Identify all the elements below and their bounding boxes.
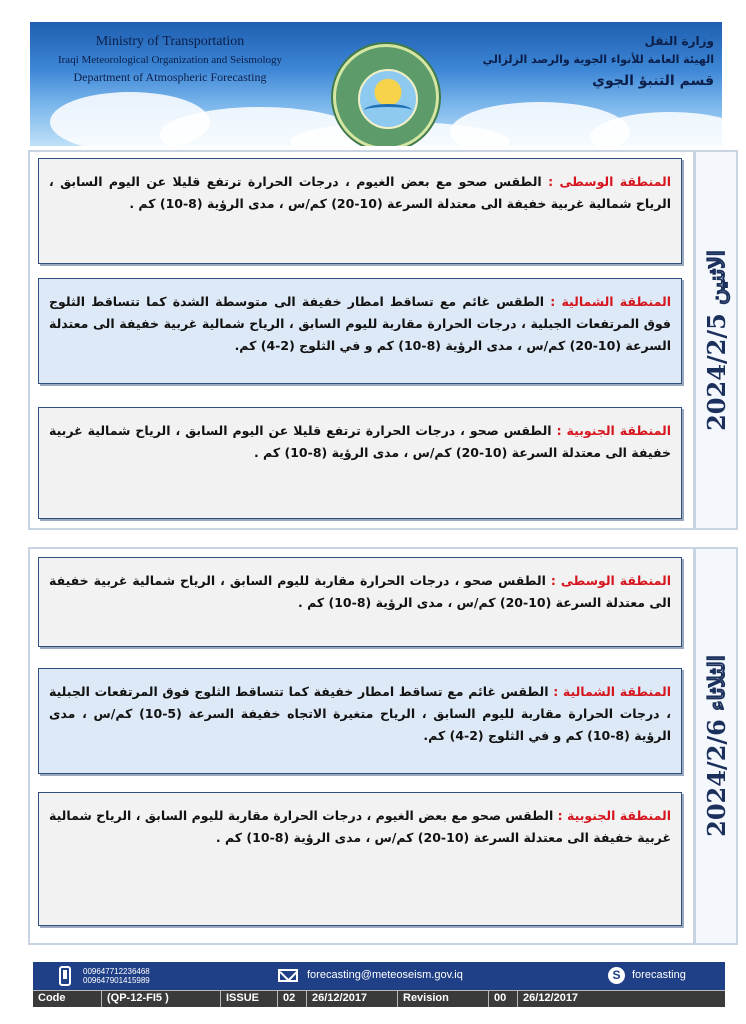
organization-name-ar: الهيئة العامة للأنواء الجوية والرصد الزلزالي bbox=[482, 53, 714, 66]
skype-id[interactable]: forecasting bbox=[632, 969, 686, 981]
day-side-strip bbox=[693, 152, 736, 528]
organization-seal-icon bbox=[333, 44, 439, 146]
revision-date: 26/12/2017 bbox=[523, 992, 579, 1004]
day-date: 2024/2/5 bbox=[701, 312, 731, 431]
forecast-box-central bbox=[38, 557, 682, 647]
revision-number: 00 bbox=[489, 991, 518, 1007]
forecast-text: الطقس صحو ، درجات الحرارة مقاربة لليوم السابق ، الرياح شمالية غربية خفيفة الى معتدلة السرعة (10-20) كم/س ، مدى الرؤية (8-10) كم . bbox=[49, 573, 671, 610]
ministry-name-en: Ministry of Transportation bbox=[95, 34, 245, 49]
forecast-box-southern bbox=[38, 407, 682, 519]
phone-numbers bbox=[83, 967, 150, 985]
region-label: المنطقة الجنوبية : bbox=[556, 423, 671, 438]
forecast-box-central bbox=[38, 158, 682, 264]
forecast-text: الطقس صحو مع بعض الغيوم ، درجات الحرارة ترتفع قليلا عن اليوم السابق ، الرياح شمالية غربية خفيفة الى معتدلة السرعة (10-20) كم/س ، مدى الرؤية (8-10) كم . bbox=[49, 174, 671, 211]
phone-icon bbox=[59, 966, 71, 986]
region-label: المنطقة الشمالية : bbox=[550, 294, 671, 309]
day-date-label bbox=[702, 250, 731, 431]
envelope-icon bbox=[278, 969, 298, 982]
day-side-strip bbox=[693, 549, 736, 943]
ministry-name-ar: وزارة النقل bbox=[644, 34, 714, 48]
issue-number: 02 bbox=[278, 991, 307, 1007]
document-control-row bbox=[33, 990, 725, 1007]
day-panel-1 bbox=[28, 150, 738, 530]
phone-number: 009647712236468 bbox=[83, 967, 150, 976]
header-arabic-title bbox=[464, 32, 714, 92]
region-label: المنطقة الشمالية : bbox=[553, 684, 671, 699]
revision-label: Revision bbox=[398, 991, 489, 1007]
day-date: 2024/2/6 bbox=[701, 719, 731, 837]
region-label: المنطقة الجنوبية : bbox=[557, 808, 671, 823]
department-name-ar: قسم التنبؤ الجوي bbox=[592, 73, 714, 89]
forecast-text: الطقس صحو مع بعض الغيوم ، درجات الحرارة مقاربة لليوم السابق ، الرياح شمالية غربية خفيفة الى معتدلة السرعة (10-20) كم/س ، مدى الرؤية (8-10) كم . bbox=[49, 808, 671, 845]
forecast-text: الطقس غائم مع تساقط امطار خفيفة الى متوسطة الشدة كما تتساقط الثلوج فوق المرتفعات الجبلية ، درجات الحرارة مقاربة لليوم السابق ، الرياح شمالية غربية خفيفة الى معتدلة السرعة (10-20) كم/س ، مدى الرؤية (8-10) كم و في الثلوج (2-4) كم. bbox=[49, 294, 671, 353]
day-date-label bbox=[702, 655, 731, 837]
day-weekday: الاثنين bbox=[703, 249, 730, 305]
day-panel-2 bbox=[28, 547, 738, 945]
phone-number: 009647901415989 bbox=[83, 976, 150, 985]
region-label: المنطقة الوسطى : bbox=[548, 174, 671, 189]
department-name-en: Department of Atmospheric Forecasting bbox=[73, 70, 267, 84]
organization-name-en: Iraqi Meteorological Organization and Seismology bbox=[57, 54, 283, 66]
issue-label: ISSUE bbox=[221, 991, 278, 1007]
region-label: المنطقة الوسطى : bbox=[550, 573, 671, 588]
email-address[interactable]: forecasting@meteoseism.gov.iq bbox=[307, 969, 463, 981]
footer-bar bbox=[33, 962, 725, 1006]
forecast-text: الطقس صحو ، درجات الحرارة ترتفع قليلا عن اليوم السابق ، الرياح شمالية غربية خفيفة الى معتدلة السرعة (10-20) كم/س ، مدى الرؤية (8-10) كم . bbox=[49, 423, 671, 460]
header-english-title bbox=[30, 32, 310, 86]
forecast-text: الطقس غائم مع تساقط امطار خفيفة كما تتساقط الثلوج فوق المرتفعات الجبلية ، درجات الحرارة مقاربة لليوم السابق ، الرياح متغيرة الاتجاه خفيفة السرعة (5-10) كم/س ، مدى الرؤية (8-10) كم و في الثلوج (2-4) كم. bbox=[49, 684, 672, 743]
forecast-box-northern bbox=[38, 278, 682, 384]
issue-date: 26/12/2017 bbox=[307, 991, 398, 1007]
skype-icon: S bbox=[608, 967, 625, 984]
header-banner bbox=[30, 22, 722, 146]
day-weekday: الثلاثاء bbox=[703, 655, 730, 711]
code-label: Code bbox=[33, 991, 102, 1007]
code-value: (QP-12-FI5 ) bbox=[102, 991, 221, 1007]
forecast-box-southern bbox=[38, 792, 682, 926]
forecast-box-northern bbox=[38, 668, 682, 774]
